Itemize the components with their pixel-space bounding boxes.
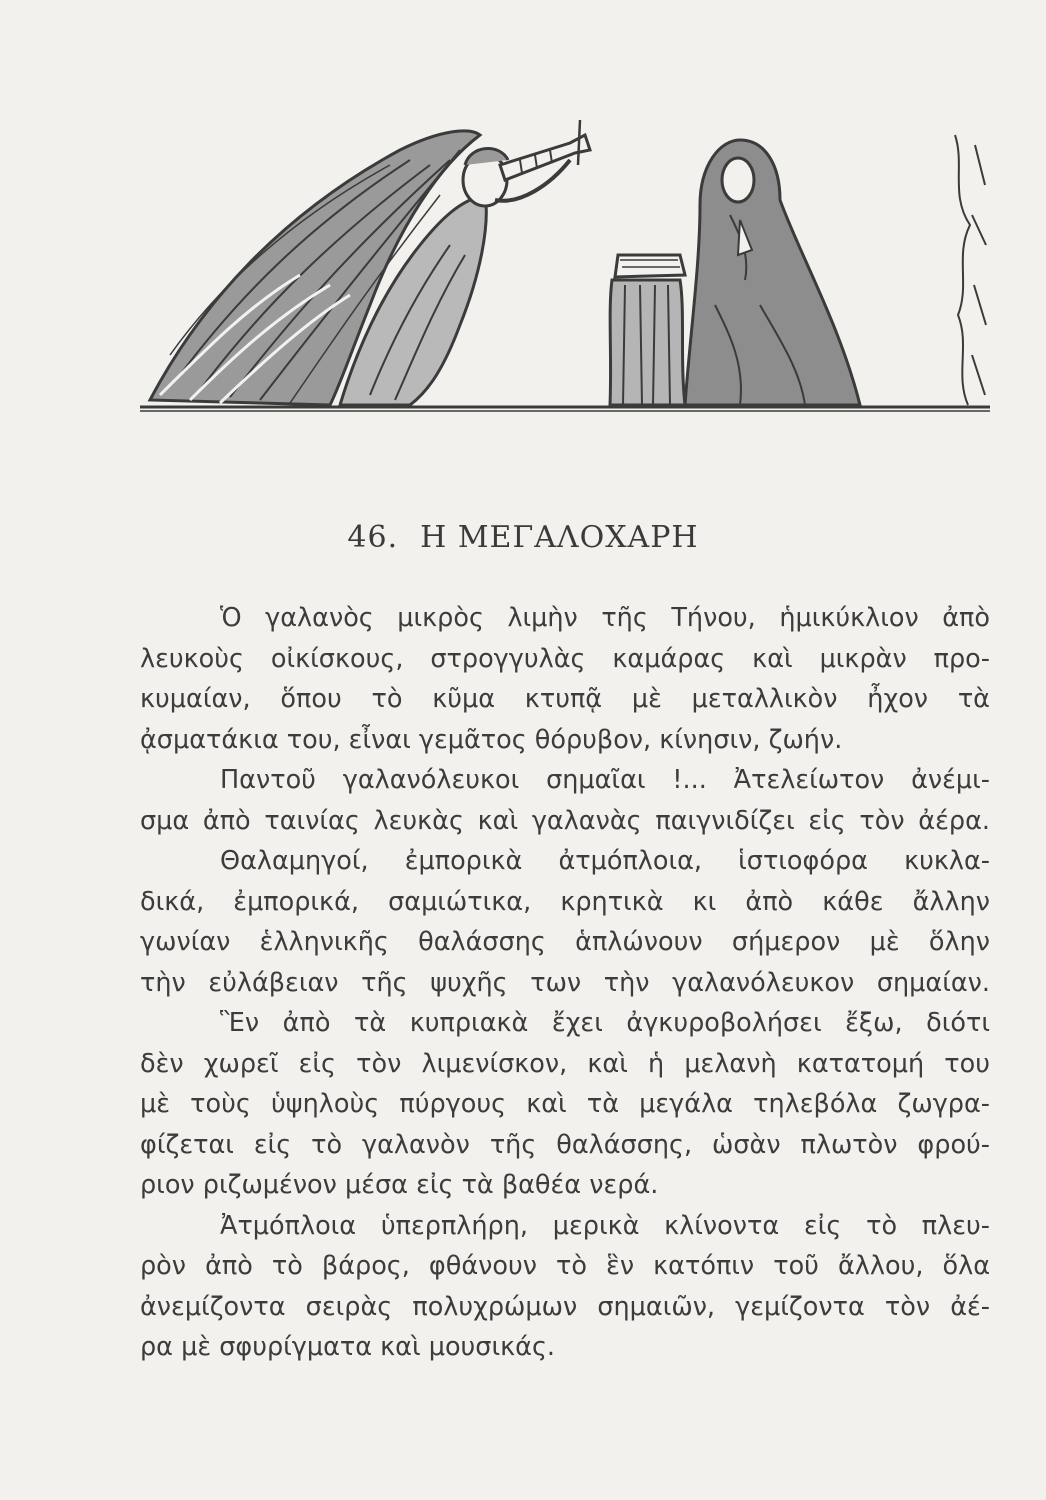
lectern-with-book	[610, 255, 685, 405]
text-line: ᾀσματάκια του, εἶναι γεμᾶτος θόρυβον, κίνησιν, ζωήν.	[140, 724, 843, 755]
text-line: ριον ριζωμένον μέσα εἰς τὰ βαθέα νερά.	[140, 1170, 659, 1200]
chapter-body	[140, 598, 990, 1368]
text-line: ἀνεμίζοντα σειρὰς πολυχρώμων σημαιῶν, γεμίζοντα τὸν ἀέ-	[140, 1291, 990, 1322]
text-line: Παντοῦ γαλανόλευκοι σημαῖαι !... Ἀτελείωτον ἀνέμι-	[220, 765, 990, 795]
virgin-figure	[685, 140, 860, 405]
chapter-heading	[0, 520, 1046, 555]
chapter-title: Η ΜΕΓΑΛΟΧΑΡΗ	[420, 520, 699, 555]
annunciation-illustration	[140, 105, 990, 415]
chapter-number: 46.	[347, 520, 399, 555]
text-line: Ἀτμόπλοια ὑπερπλήρη, μερικὰ κλίνοντα εἰς τὸ πλευ-	[220, 1210, 990, 1241]
text-line: φίζεται εἰς τὸ γαλανὸν τῆς θαλάσσης, ὡσὰν πλωτὸν φρού-	[140, 1129, 990, 1160]
text-line: Ὁ γαλανὸς μικρὸς λιμὴν τῆς Τήνου, ἡμικύκλιον ἀπὸ	[220, 603, 990, 633]
text-line: λευκοὺς οἰκίσκους, στρογγυλὰς καμάρας καὶ μικρὰν προ-	[140, 643, 990, 674]
artist-signature	[955, 135, 986, 405]
text-line: δικά, ἐμπορικά, σαμιώτικα, κρητικὰ κι ἀπὸ κάθε ἄλλην	[140, 886, 990, 917]
text-line: Ἓν ἀπὸ τὰ κυπριακὰ ἔχει ἀγκυροβολήσει ἔξω, διότι	[220, 1008, 990, 1038]
text-line: κυμαίαν, ὅπου τὸ κῦμα κτυπᾷ μὲ μεταλλικὸν ἦχον τὰ	[140, 684, 990, 714]
text-line: ρα μὲ σφυρίγματα καὶ μουσικάς.	[140, 1332, 556, 1362]
text-line: σμα ἀπὸ ταινίας λευκὰς καὶ γαλανὰς παιγνιδίζει εἰς τὸν ἀέρα.	[140, 805, 990, 836]
text-line: ρὸν ἀπὸ τὸ βάρος, φθάνουν τὸ ἓν κατόπιν τοῦ ἄλλου, ὅλα	[140, 1251, 990, 1281]
text-line: τὴν εὐλάβειαν τῆς ψυχῆς των τὴν γαλανόλευκον σημαίαν.	[140, 967, 990, 998]
text-line: γωνίαν ἑλληνικῆς θαλάσσης ἁπλώνουν σήμερον μὲ ὅλην	[140, 927, 990, 957]
text-line: δὲν χωρεῖ εἰς τὸν λιμενίσκον, καὶ ἡ μελανὴ κατατομή του	[140, 1048, 990, 1079]
text-line: μὲ τοὺς ὑψηλοὺς πύργους καὶ τὰ μεγάλα τηλεβόλα ζωγρα-	[140, 1089, 990, 1119]
text-line: Θαλαμηγοί, ἐμπορικὰ ἀτμόπλοια, ἱστιοφόρα κυκλα-	[220, 846, 990, 876]
